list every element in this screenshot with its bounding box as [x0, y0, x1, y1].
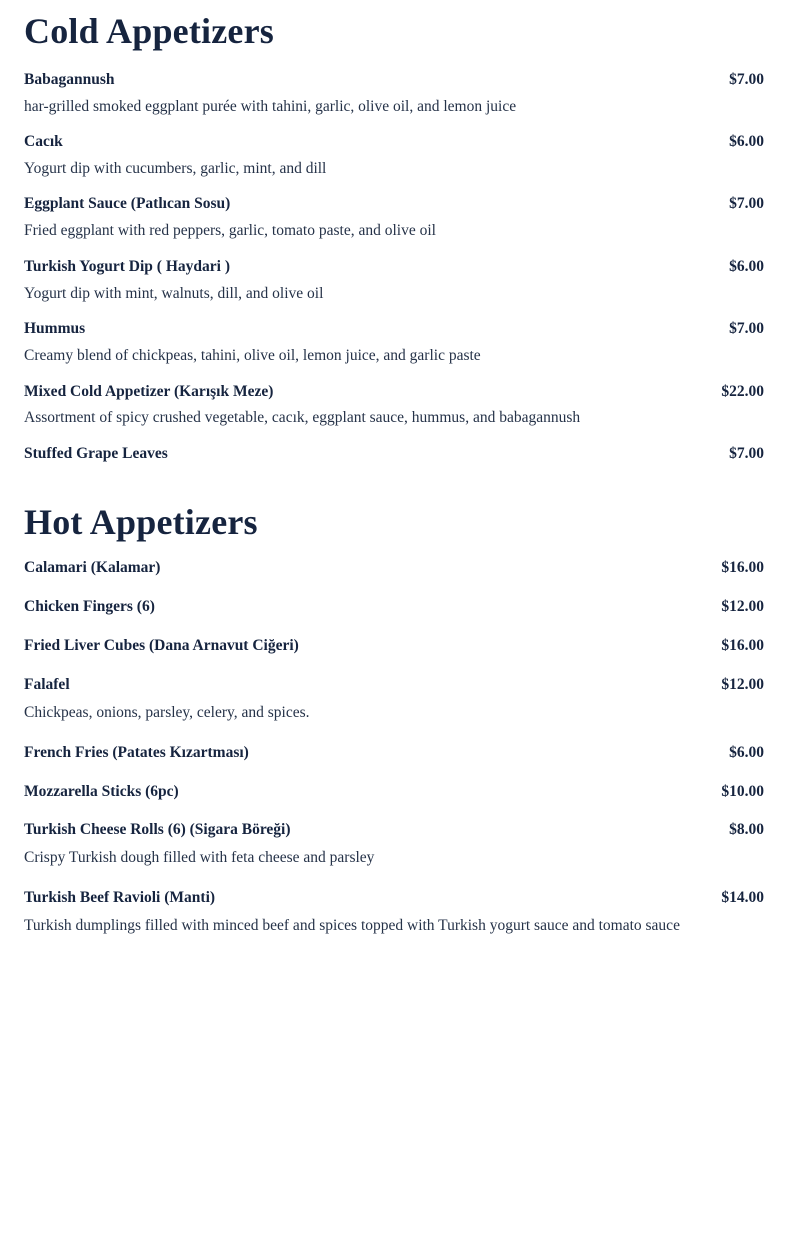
menu-item-header	[24, 743, 764, 764]
menu-item-price: $12.00	[721, 676, 764, 694]
menu-item-header	[24, 257, 764, 278]
menu-item[interactable]	[24, 743, 764, 782]
menu-item[interactable]	[24, 382, 764, 444]
menu-item-price: $16.00	[721, 559, 764, 577]
menu-item-header	[24, 888, 764, 909]
menu-item-price: $6.00	[729, 257, 764, 275]
menu-item-name: French Fries (Patates Kızartması)	[24, 743, 249, 761]
menu-item-header	[24, 636, 764, 657]
menu-item-description: Yogurt dip with mint, walnuts, dill, and olive oil	[24, 284, 324, 302]
menu-item-price: $6.00	[729, 132, 764, 150]
menu-item[interactable]	[24, 636, 764, 675]
menu-item-name: Falafel	[24, 676, 70, 694]
menu-item-description: Creamy blend of chickpeas, tahini, olive oil, lemon juice, and garlic paste	[24, 347, 481, 365]
menu-item-list-cold-appetizers	[24, 70, 764, 479]
menu-item-header	[24, 70, 764, 91]
menu-item-header	[24, 782, 764, 803]
menu-item-header	[24, 319, 764, 340]
menu-item-name: Mixed Cold Appetizer (Karışık Meze)	[24, 382, 274, 400]
menu-item-header	[24, 382, 764, 403]
menu-item[interactable]	[24, 194, 764, 256]
menu-item-price: $8.00	[729, 821, 764, 839]
menu-item-description: Fried eggplant with red peppers, garlic, tomato paste, and olive oil	[24, 222, 436, 240]
menu-item[interactable]	[24, 257, 764, 319]
menu-item-header	[24, 444, 764, 465]
menu-item-name: Turkish Yogurt Dip ( Haydari )	[24, 257, 230, 275]
section-title-hot-appetizers: Hot Appetizers	[24, 501, 258, 542]
menu-item[interactable]	[24, 444, 764, 479]
menu-item-name: Eggplant Sauce (Patlıcan Sosu)	[24, 195, 231, 213]
menu-item-list-hot-appetizers	[24, 558, 764, 955]
menu-item-name: Stuffed Grape Leaves	[24, 444, 168, 462]
menu-item[interactable]	[24, 675, 764, 742]
menu-item[interactable]	[24, 319, 764, 381]
menu-section-hot-appetizers	[24, 479, 764, 955]
menu-item-name: Fried Liver Cubes (Dana Arnavut Ciğeri)	[24, 637, 299, 655]
menu-item-name: Mozzarella Sticks (6pc)	[24, 782, 179, 800]
section-title-cold-appetizers: Cold Appetizers	[24, 11, 274, 51]
menu-item-name: Babagannush	[24, 70, 115, 88]
menu-item-price: $7.00	[729, 444, 764, 462]
menu-item-header	[24, 675, 764, 696]
menu-item-description: Assortment of spicy crushed vegetable, cacık, eggplant sauce, hummus, and babagannush	[24, 409, 581, 427]
menu-item-description: Yogurt dip with cucumbers, garlic, mint, and dill	[24, 159, 327, 177]
menu-item-name: Cacık	[24, 132, 63, 150]
menu-item[interactable]	[24, 597, 764, 636]
menu-item-name: Turkish Beef Ravioli (Manti)	[24, 888, 216, 906]
menu-item-name: Calamari (Kalamar)	[24, 559, 161, 577]
menu-item-price: $7.00	[729, 320, 764, 338]
menu-item-price: $16.00	[721, 637, 764, 655]
menu-item-description: Turkish dumplings filled with minced beef and spices topped with Turkish yogurt sauce and tomato sauce	[24, 916, 680, 934]
menu-item[interactable]	[24, 70, 764, 132]
menu-item[interactable]	[24, 888, 764, 955]
menu-item-name: Chicken Fingers (6)	[24, 598, 155, 616]
menu-item-header	[24, 132, 764, 153]
menu-item-price: $14.00	[721, 888, 764, 906]
menu-item-price: $12.00	[721, 598, 764, 616]
menu-item-price: $22.00	[721, 382, 764, 400]
menu-item-name: Turkish Cheese Rolls (6) (Sigara Böreği)	[24, 821, 291, 839]
menu-item-price: $7.00	[729, 195, 764, 213]
menu-item-name: Hummus	[24, 320, 86, 338]
menu-item[interactable]	[24, 132, 764, 194]
menu-item-price: $10.00	[721, 782, 764, 800]
menu-item[interactable]	[24, 558, 764, 597]
menu-item-price: $7.00	[729, 70, 764, 88]
menu-item[interactable]	[24, 782, 764, 821]
menu-item-header	[24, 820, 764, 841]
menu-item-header	[24, 194, 764, 215]
menu-item-header	[24, 597, 764, 618]
menu-item-price: $6.00	[729, 743, 764, 761]
menu-section-cold-appetizers	[24, 0, 764, 479]
menu-item-description: Crispy Turkish dough filled with feta cheese and parsley	[24, 849, 375, 867]
menu-item-header	[24, 558, 764, 579]
menu-item[interactable]	[24, 820, 764, 887]
menu-item-description: har-grilled smoked eggplant purée with tahini, garlic, olive oil, and lemon juice	[24, 97, 517, 115]
menu-item-description: Chickpeas, onions, parsley, celery, and spices.	[24, 704, 310, 722]
